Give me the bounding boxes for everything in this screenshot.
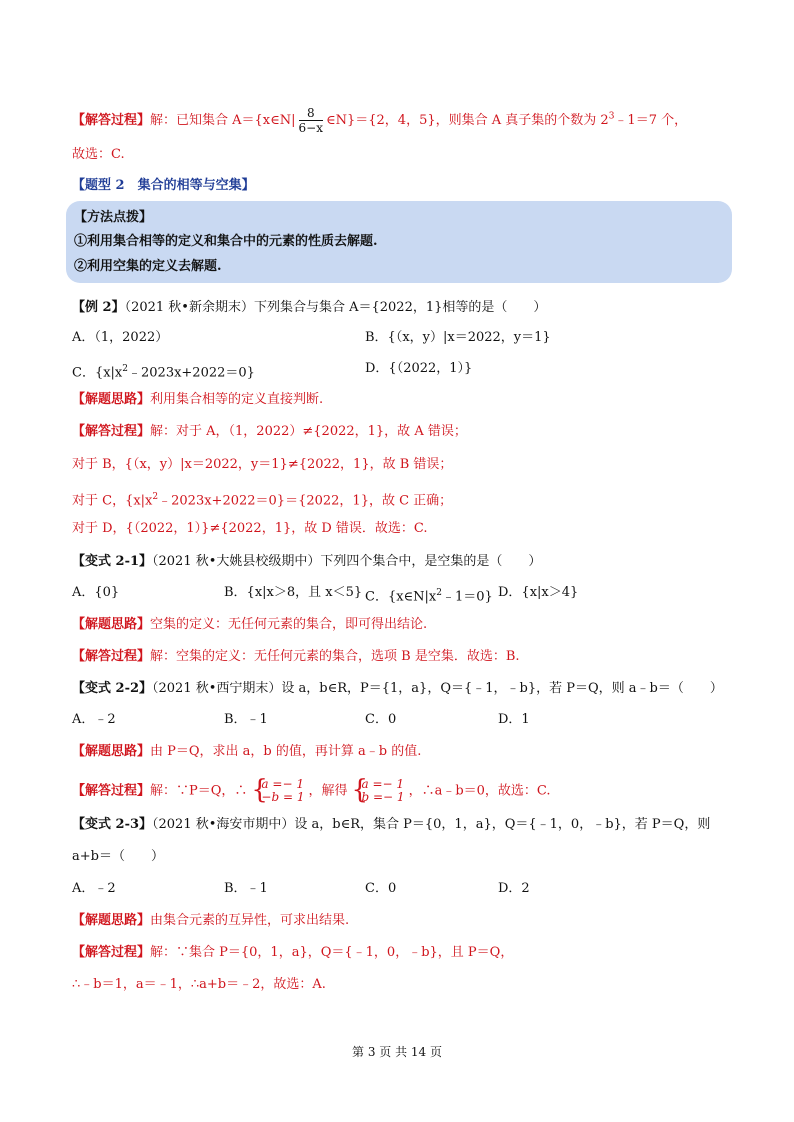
method-title: 【方法点拨】 (74, 210, 153, 225)
solution-line-1: 【解答过程】解：已知集合 A＝{x∈N| $\frac{8}{6-x}$ ∈N}＝{2，4，5}，则集合 A 真子集的个数为 $2^3﹣1=7$ 个， (72, 106, 688, 135)
solution-tag: 【解答过程】 (72, 113, 151, 128)
ex2-solution-3: 对于 C，$\{x|x^2﹣2023x+2022=0\}=\{2022$，1}，故 C 正确； (72, 492, 453, 509)
ex2-solution-1: 【解答过程】解：对于 A，（1，2022）≠{2022，1}，故 A 错误； (72, 424, 467, 439)
ex2-solution-4: 对于 D，{（2022，1）}≠{2022，1}，故 D 错误．故选：C. (72, 521, 428, 536)
method-item-2: ②利用空集的定义去解题. (74, 259, 222, 274)
section-heading: 【题型 2 集合的相等与空集】 (72, 178, 255, 193)
v21-solution: 【解答过程】解：空集的定义：无任何元素的集合，选项 B 是空集．故选：B. (72, 649, 520, 664)
v23-idea: 【解题思路】由集合元素的互异性，可求出结果. (72, 913, 350, 928)
v22-option-a: A．﹣2 (72, 712, 116, 727)
variant-2-2-question: 【变式 2-2】（2021 秋•西宁期末）设 a，b∈R，P＝{1，a}，Q＝{﹣1，﹣b}，若 P＝Q，则 a﹣b＝（ ） (72, 681, 723, 696)
v22-solution: 【解答过程】解：∵P＝Q，∴ { a =− 1 −b = 1 ，解得 { a =− 1 b =− 1 ，∴a﹣b＝0，故选：C. (72, 775, 551, 805)
v21-option-a: A．{0} (72, 585, 120, 600)
v23-option-a: A．﹣2 (72, 881, 116, 896)
v22-option-c: C．0 (365, 712, 397, 727)
ex2-option-a: A．（1，2022） (72, 330, 169, 345)
v22-option-b: B．﹣1 (224, 712, 268, 727)
variant-2-3-question-cont: a+b＝（ ） (72, 849, 164, 864)
ex2-option-d: D．{（2022，1）} (365, 361, 473, 376)
v23-option-b: B．﹣1 (224, 881, 268, 896)
ex2-idea: 【解题思路】利用集合相等的定义直接判断. (72, 392, 324, 407)
v21-option-d: D．{x|x＞4} (498, 585, 579, 600)
equation-system-1: { a =− 1 −b = 1 (251, 775, 305, 805)
v21-idea: 【解题思路】空集的定义：无任何元素的集合，即可得出结论. (72, 617, 428, 632)
ex2-solution-2: 对于 B，{（x，y）|x＝2022，y＝1}≠{2022，1}，故 B 错误； (72, 457, 453, 472)
v21-option-b: B．{x|x＞8，且 x＜5} (224, 585, 363, 600)
v23-solution-1: 【解答过程】解：∵集合 P＝{0，1，a}，Q＝{﹣1，0，﹣b}，且 P＝Q， (72, 945, 514, 960)
fraction: $\frac{8}{6-x}$ (298, 106, 323, 135)
variant-2-3-question: 【变式 2-3】（2021 秋•海安市期中）设 a，b∈R，集合 P＝{0，1，a}，Q＝{﹣1，0，﹣b}，若 P＝Q，则 (72, 817, 711, 832)
solution-line-2: 故选：C. (72, 147, 125, 162)
method-item-1: ①利用集合相等的定义和集合中的元素的性质去解题. (74, 234, 378, 249)
variant-2-1-question: 【变式 2-1】（2021 秋•大姚县校级期中）下列四个集合中，是空集的是（ ） (72, 554, 542, 569)
v21-option-c: C．$\{x\in N|x^2﹣1=0\}$ (365, 588, 493, 605)
ex2-option-b: B．{（x，y）|x＝2022，y＝1} (365, 330, 551, 345)
equation-system-2: { a =− 1 b =− 1 (351, 775, 405, 805)
method-box (66, 201, 732, 283)
v22-option-d: D．1 (498, 712, 530, 727)
page-footer: 第 3 页 共 14 页 (352, 1045, 442, 1059)
v22-idea: 【解题思路】由 P＝Q，求出 a，b 的值，再计算 a﹣b 的值. (72, 744, 422, 759)
v23-option-c: C．0 (365, 881, 397, 896)
example-2-question: 【例 2】（2021 秋•新余期末）下列集合与集合 A＝{2022，1}相等的是（ ） (72, 300, 547, 315)
ex2-option-c: C．$\{x|x^2﹣2023x+2022=0\}$ (72, 364, 255, 381)
v23-solution-2: ∴﹣b＝1，a＝﹣1，∴a+b＝﹣2，故选：A. (72, 977, 326, 992)
v23-option-d: D．2 (498, 881, 530, 896)
